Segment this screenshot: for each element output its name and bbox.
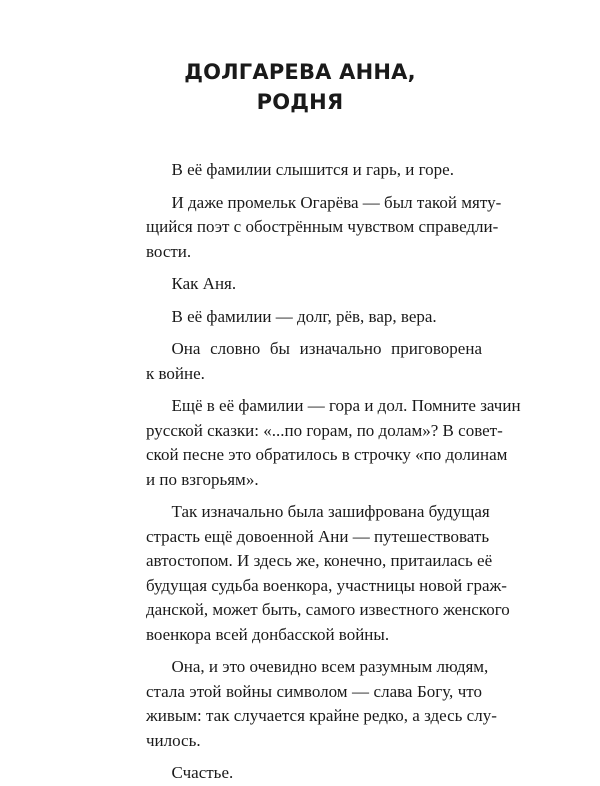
paragraph-gap [146,329,482,337]
text-line: автостопом. И здесь же, конечно, притаилась её [146,551,493,570]
text-line: живым: так случается крайне редко, а здесь слу- [146,706,497,725]
text-line: Она словно бы изначально приговорена [171,339,482,358]
paragraph-gap [146,183,482,191]
paragraph-gap [146,492,482,500]
text-line: Как Аня. [171,274,237,293]
text-line: чилось. [146,730,201,750]
body-text [146,158,521,786]
text-line: В её фамилии — долг, рёв, вар, вера. [171,306,437,326]
paragraph-gap [146,264,482,272]
paragraph-6 [146,394,521,492]
paragraph-gap [146,297,482,305]
text-line: ской песне это обратилось в строчку «по долинам [146,445,508,464]
text-line: Ещё в её фамилии — гора и дол. Помните зачин [171,396,521,415]
text-line: щийся поэт с обострённым чувством справедли- [146,217,499,236]
paragraph-1 [146,158,482,183]
text-line: стала этой войны символом — слава Богу, что [146,681,482,701]
paragraph-5 [146,337,482,386]
chapter-title [0,57,600,117]
paragraph-2 [146,191,502,265]
text-line: данской, может быть, самого известного женского [146,600,510,619]
text-line: русской сказки: «...по горам, по долам»? В совет- [146,420,503,440]
text-line: Она, и это очевидно всем разумным людям, [171,657,489,676]
paragraph-gap [146,386,482,394]
paragraph-gap [146,753,482,761]
paragraph-8 [146,655,497,753]
paragraph-3 [146,272,482,297]
text-line: к войне. [146,363,205,383]
text-line: В её фамилии слышится и гарь, и горе. [171,160,454,179]
paragraph-7 [146,500,510,647]
text-line: военкора всей донбасской войны. [146,624,390,644]
text-line: будущая судьба военкора, участницы новой граж- [146,575,507,595]
chapter-title-line-2: РОДНЯ [256,90,344,114]
text-line: И даже промельк Огарёва — был такой мяту- [171,192,502,212]
chapter-title-line-1: ДОЛГАРЕВА АННА, [184,60,416,84]
paragraph-4 [146,305,482,330]
text-line: и по взгорьям». [146,469,259,489]
paragraph-gap [146,647,482,655]
text-line: Так изначально была зашифрована будущая [171,502,490,521]
text-line: Счастье. [171,763,234,782]
text-line: страсть ещё довоенной Ани — путешествовать [146,526,490,546]
paragraph-9 [146,761,482,786]
text-line: вости. [146,241,192,261]
